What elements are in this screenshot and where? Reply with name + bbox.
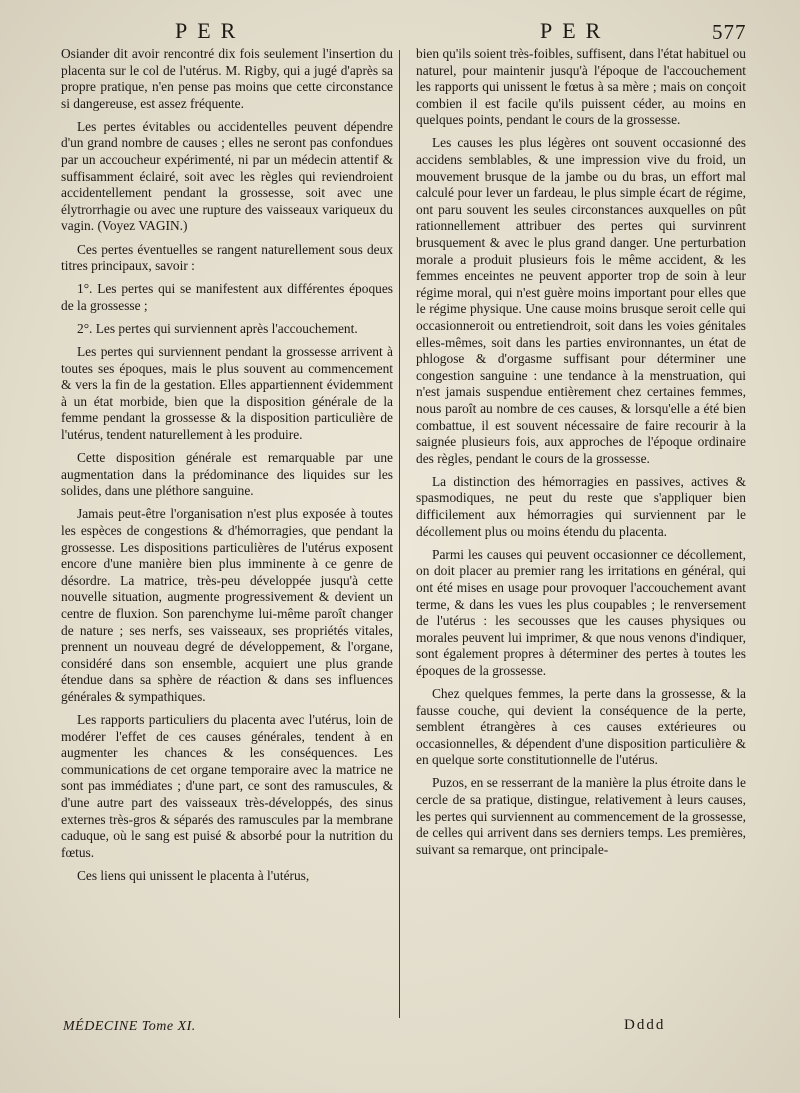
header-left-title: PER xyxy=(175,18,246,43)
paragraph: Chez quelques femmes, la perte dans la grossesse, & la fausse couche, qui devient la conséquence de la perte, semblent étrangères à ces causes extérieures ou occasionnelles, & dépendent d'une disposition particulière & en quelque sorte constitutionnelle de l'utérus. xyxy=(416,685,746,768)
paragraph: Les causes les plus légères ont souvent occasionné des accidens semblables, & une impression vive du froid, un mouvement brusque de la jambe ou du bras, un effort mal calculé pour lever un fardeau, le plus simple écart de régime, ont paru souvent les seules circonstances auxquelles on pût rationnellement attribuer des pertes qui survinrent brusquement & avec le plus grand danger. Une perturbation morale a produit plusieurs fois le même accident, & les femmes enceintes ne peuvent apporter trop de soin à leur régime moral, qui n'est guère moins important pour elles que le régime physique. Une cause moins brusque seroit celle qui occasionneroit ou entretiendroit, soit dans les voies génitales elles-mêmes, soit dans les parties environnantes, un état de phlogose & d'orgasme suffisant pour déterminer une congestion sanguine : une tendance à la menstruation, qui n'est jamais suspendue entièrement chez certaines femmes, nous paroît au nombre de ces causes, & lorsqu'elle a été bien combattue, il est souvent nécessaire de faire recourir à la saignée plusieurs fois, aux approches de l'époque ordinaire des règles, pendant le cours de la grossesse. xyxy=(416,135,746,466)
paragraph: Les pertes qui surviennent pendant la grossesse arrivent à toutes ses époques, mais le plus souvent au commencement & vers la fin de la gestation. Elles appartiennent évidemment à un état morbide, bien que la disposition générale de la femme pendant la grossesse & la disposition particulière de l'utérus, tendent naturellement à les produire. xyxy=(61,344,393,442)
header-right-title: PER xyxy=(540,18,611,43)
right-column xyxy=(416,46,746,865)
footer-volume-title: MÉDECINE Tome XI. xyxy=(63,1019,196,1034)
left-column xyxy=(61,46,393,891)
paragraph: Ces liens qui unissent le placenta à l'utérus, xyxy=(77,867,310,883)
paragraph: Osiander dit avoir rencontré dix fois seulement l'insertion du placenta sur le col de l'utérus. M. Rigby, qui a jugé d'après sa propre pratique, n'en pense pas moins que cette circonstance si dangereuse, est assez fréquente. xyxy=(61,46,393,111)
paragraph: Les rapports particuliers du placenta avec l'utérus, loin de modérer l'effet de ces causes générales, tendent à en augmenter les chances & les conséquences. Les communications de cet organe temporaire avec la matrice ne sont pas immédiates ; d'une part, ce sont des ramuscules, & d'une autre part des vaisseaux très-développés, des sinus externes très-gros & séparés des ramuscules par la membrane caduque, où le sang est puisé & absorbé pour la nutrition du fœtus. xyxy=(61,711,393,860)
signature-mark: Dddd xyxy=(624,1017,666,1033)
paragraph: La distinction des hémorragies en passives, actives & spasmodiques, ne peut du reste que s'appliquer bien difficilement aux hémorragies qui surviennent par le décollement plus ou moins étendu du placenta. xyxy=(416,473,746,539)
column-divider xyxy=(399,50,400,1018)
paragraph: Ces pertes éventuelles se rangent naturellement sous deux titres principaux, savoir : xyxy=(61,241,393,274)
paragraph: 2°. Les pertes qui surviennent après l'accouchement. xyxy=(77,320,358,336)
paragraph: Jamais peut-être l'organisation n'est plus exposée à toutes les espèces de congestions & d'hémorragies, que pendant la grossesse. Les dispositions particulières de l'utérus exposent encore d'une manière bien plus imminente à ce genre de désordre. La matrice, très-peu développée jusqu'à cette nouvelle situation, augmente progressivement & devient un centre de fluxion. Son parenchyme lui-même paroît changer de nature ; ses nerfs, ses vaisseaux, ses propriétés vitales, prennent un nouveau degré de développement, & l'organe, considéré dans son ensemble, acquiert une plus grande étendue dans sa sphère de réaction & dans ses influences générales & sympathiques. xyxy=(61,506,393,704)
paragraph: Cette disposition générale est remarquable par une augmentation dans la prédominance des liquides sur les solides, dans une pléthore sanguine. xyxy=(61,450,393,499)
paragraph: bien qu'ils soient très-foibles, suffisent, dans l'état habituel ou naturel, pour maintenir jusqu'à l'époque de l'accouchement les rapports qui unissent le fœtus à sa mère ; mais on conçoit combien il est facile qu'ils puissent céder, au moins en quelques points, pendant le cours de la grossesse. xyxy=(416,46,746,128)
paragraph: Parmi les causes qui peuvent occasionner ce décollement, on doit placer au premier rang les irritations en général, qui ont été mises en usage pour provoquer l'accouchement avant terme, & dans les vues les plus coupables ; le renversement de l'utérus : les secousses que les causes physiques ou morales peuvent lui imprimer, & que nous venons d'indiquer, sont également propres à déterminer des pertes à toutes les époques de la grossesse. xyxy=(416,546,746,678)
paragraph: 1°. Les pertes qui se manifestent aux différentes époques de la grossesse ; xyxy=(61,281,393,313)
page-number: 577 xyxy=(712,20,747,44)
paragraph: Puzos, en se resserrant de la manière la plus étroite dans le cercle de sa pratique, distingue, relativement à leurs causes, les pertes qui surviennent au commencement de la grossesse, de celles qui arrivent dans ses derniers temps. Les premières, suivant sa remarque, ont principale- xyxy=(416,775,746,857)
paragraph: Les pertes évitables ou accidentelles peuvent dépendre d'un grand nombre de causes ; elles ne seront pas confondues par un accoucheur expérimenté, ni par un médecin attentif & suffisamment éclairé, soit avec les règles qui reviendroient accidentellement pendant la grossesse, soit avec une élytrorrhagie ou avec une rupture des vaisseaux variqueux du vagin. (Voyez VAGIN.) xyxy=(61,118,393,234)
running-header xyxy=(0,12,800,46)
